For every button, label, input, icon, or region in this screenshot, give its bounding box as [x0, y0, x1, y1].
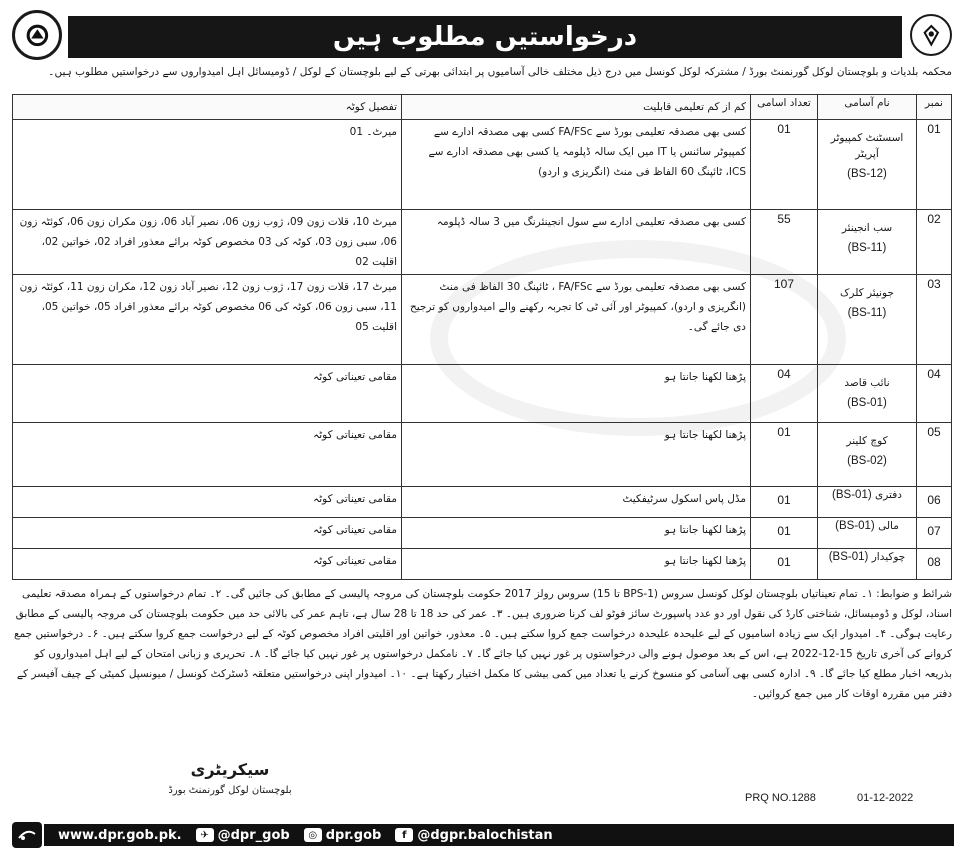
department-seal-icon — [12, 10, 62, 60]
header-post-name: نام آسامی — [818, 95, 917, 120]
row-post-count: 01 — [751, 487, 818, 518]
signature-subtitle: بلوچستان لوکل گورنمنٹ بورڈ — [168, 785, 292, 796]
footer-twitter[interactable] — [196, 828, 290, 843]
twitter-handle[interactable]: @dpr_gob — [217, 827, 290, 843]
balochistan-govt-emblem-icon — [910, 14, 952, 56]
row-quota: مقامی تعیناتی کوٹہ — [13, 487, 402, 518]
row-quota: مقامی تعیناتی کوٹہ — [13, 549, 402, 580]
twitter-icon: ✈ — [196, 828, 214, 842]
signature-block — [130, 760, 330, 796]
row-post-count: 107 — [751, 275, 818, 365]
footer-facebook[interactable] — [395, 828, 552, 843]
instagram-icon: ◎ — [304, 828, 322, 842]
row-serial: 05 — [917, 423, 952, 487]
row-post-name — [818, 210, 917, 275]
post-name-text: کوچ کلینر — [846, 435, 888, 447]
footer-instagram[interactable] — [304, 828, 382, 843]
footer-bar — [44, 824, 954, 846]
footer-website[interactable] — [58, 828, 182, 843]
post-grade: (BS-11) — [847, 307, 887, 319]
post-grade: (BS-01) — [835, 520, 875, 532]
row-serial: 02 — [917, 210, 952, 275]
row-quota: مقامی تعیناتی کوٹہ — [13, 365, 402, 423]
terms-and-conditions: شرائط و ضوابط: ۱۔ تمام تعیناتیاں بلوچستان لوکل کونسل سروس (BPS-1 تا 15) سروس رولز 2017 حکومت بلوچستان کی مروجہ پالیسی کے مطابق کی جائیں گی۔ ۲۔ تمام درخواستوں کے ہمراہ مصدقہ تعلیمی اسناد، لوکل و ڈومیسائل، شناختی کارڈ کی نقول اور دو عدد پاسپورٹ سائز فوٹو لف کرنا ضروری ہیں۔ ۳۔ عمر کی حد 18 تا 28 سال ہے، تاہم عمر کی بالائی حد میں حکومت بلوچستان کی مروجہ پالیسی کے مطابق رعایت ہوگی۔ ۴۔ امیدوار ایک سے زیادہ اسامیوں کے لیے علیحدہ علیحدہ درخواست جمع کروا سکتے ہیں۔ ۵۔ معذور، خواتین اور اقلیتی افراد مخصوص کوٹہ کے لیے درخواست جمع کروا سکتے ہیں۔ ۶۔ درخواستیں جمع کروانے کی آخری تاریخ 15-12-2022 ہے، اس کے بعد موصول ہونے والی درخواستوں پر غور نہیں کیا جائے گا۔ ۷۔ نامکمل درخواستوں پر غور نہیں کیا جائے گا۔ ۸۔ تحریری و زبانی امتحان کے لیے اہل امیدواروں کو بذریعہ اخبار مطلع کیا جائے گا۔ ۹۔ ادارہ کسی بھی آسامی کو منسوخ کرنے یا تعداد میں کمی بیشی کا مکمل اختیار رکھتا ہے۔ ۱۰۔ امیدوار اپنی درخواستیں متعلقہ ڈسٹرکٹ کونسل / میونسپل کمیٹی کے چیف آفیسر کے دفتر میں مقررہ اوقات کار میں جمع کروائیں۔ — [13, 588, 952, 700]
facebook-handle[interactable]: @dgpr.balochistan — [417, 827, 553, 843]
prq-date: 01-12-2022 — [856, 792, 914, 804]
post-name-text: مالی — [878, 520, 899, 532]
prq-number: PRQ NO.1288 — [745, 792, 816, 804]
row-serial: 01 — [917, 120, 952, 210]
post-grade: (BS-01) — [847, 397, 887, 409]
intro-text: محکمہ بلدیات و بلوچستان لوکل گورنمنٹ بورڈ / مشترکہ لوکل کونسل میں درج ذیل مختلف خالی آسامیوں پر ابتدائی بھرتی کے لیے بلوچستان کے لوکل / ڈومیسائل اہل امیدواروں سے درخواستیں مطلوب ہیں۔ — [48, 66, 952, 78]
post-grade: (BS-11) — [847, 242, 887, 254]
row-post-count: 01 — [751, 549, 818, 580]
row-post-count: 01 — [751, 120, 818, 210]
row-quota: میرٹ۔ 01 — [13, 120, 402, 210]
vacancies-table — [12, 94, 952, 580]
row-post-count: 55 — [751, 210, 818, 275]
row-serial: 06 — [917, 487, 952, 518]
table-header-row — [13, 95, 952, 120]
instagram-handle[interactable]: dpr.gob — [325, 827, 382, 843]
row-post-count: 01 — [751, 518, 818, 549]
row-qualification: کسی بھی مصدقہ تعلیمی بورڈ سے FA/FSc کسی بھی مصدقہ ادارے سے کمپیوٹر سائنس یا IT میں ایک سالہ ڈپلومہ یا کسی بھی مصدقہ ادارے سے ICS، ٹائپنگ 60 الفاظ فی منٹ (انگریزی و اردو) — [402, 120, 751, 210]
row-post-name — [818, 423, 917, 487]
post-grade: (BS-01) — [828, 551, 869, 563]
post-name-text: چوکیدار — [871, 551, 906, 563]
row-post-name — [818, 518, 917, 549]
post-name-text: نائب قاصد — [844, 377, 890, 389]
table-row — [13, 518, 952, 549]
header-serial: نمبر — [917, 95, 952, 120]
row-post-name — [818, 487, 917, 518]
table-row — [13, 487, 952, 518]
row-post-count: 01 — [751, 423, 818, 487]
page-title: درخواستیں مطلوب ہیں — [68, 16, 902, 58]
signature-title: سیکریٹری — [190, 760, 270, 779]
row-qualification: پڑھنا لکھنا جانتا ہو — [402, 549, 751, 580]
row-post-name — [818, 549, 917, 580]
facebook-icon: f — [395, 828, 413, 842]
table-row — [13, 423, 952, 487]
table-row — [13, 275, 952, 365]
post-name-text: دفتری — [875, 489, 902, 501]
row-serial: 04 — [917, 365, 952, 423]
table-row — [13, 120, 952, 210]
row-qualification: مڈل پاس اسکول سرٹیفکیٹ — [402, 487, 751, 518]
header-post-count: تعداد اسامی — [751, 95, 818, 120]
post-grade: (BS-12) — [847, 168, 887, 180]
table-row — [13, 210, 952, 275]
prq-line — [745, 792, 913, 804]
header-qualification: کم از کم تعلیمی قابلیت — [402, 95, 751, 120]
row-post-name — [818, 365, 917, 423]
row-quota: مقامی تعیناتی کوٹہ — [13, 518, 402, 549]
row-qualification: پڑھنا لکھنا جانتا ہو — [402, 423, 751, 487]
post-name-text: جونیئر کلرک — [840, 287, 894, 299]
row-quota: میرٹ 17، قلات زون 17، ژوب زون 12، نصیر آباد زون 12، مکران زون 11، کوئٹہ زون 11، سبی زون 06، کوٹہ کی 06 مخصوص کوٹہ برائے معذور افراد 05، خواتین 05، اقلیت 05 — [13, 275, 402, 365]
row-quota: مقامی تعیناتی کوٹہ — [13, 423, 402, 487]
row-serial: 03 — [917, 275, 952, 365]
row-serial: 08 — [917, 549, 952, 580]
table-row — [13, 365, 952, 423]
row-post-name — [818, 120, 917, 210]
post-name-text: اسسٹنٹ کمپیوٹر آپریٹر — [830, 132, 904, 160]
website-text[interactable]: www.dpr.gob.pk. — [58, 827, 182, 843]
table-row — [13, 549, 952, 580]
row-qualification: پڑھنا لکھنا جانتا ہو — [402, 518, 751, 549]
row-post-count: 04 — [751, 365, 818, 423]
row-qualification: کسی بھی مصدقہ تعلیمی بورڈ سے FA/FSc ، ٹائپنگ 30 الفاظ فی منٹ (انگریزی و اردو)، کمپیوٹر اور آئی ٹی کا تجربہ رکھنے والے امیدواروں کو ترجیح دی جائے گی۔ — [402, 275, 751, 365]
row-qualification: کسی بھی مصدقہ تعلیمی ادارے سے سول انجینئرنگ میں 3 سالہ ڈپلومہ — [402, 210, 751, 275]
row-quota: میرٹ 10، قلات زون 09، ژوب زون 06، نصیر آباد 06، زون مکران زون 06، کوئٹہ زون 06، سبی زون 03، کوٹہ کی 03 مخصوص کوٹہ برائے معذور افراد 02، خواتین 02، اقلیت 02 — [13, 210, 402, 275]
header-quota: تفصیل کوٹہ — [13, 95, 402, 120]
row-serial: 07 — [917, 518, 952, 549]
post-name-text: سب انجینئر — [841, 222, 893, 234]
advertisement-header — [12, 10, 952, 62]
row-post-name — [818, 275, 917, 365]
row-qualification: پڑھنا لکھنا جانتا ہو — [402, 365, 751, 423]
post-grade: (BS-02) — [847, 455, 887, 467]
dpr-logo-icon — [12, 822, 42, 848]
post-grade: (BS-01) — [832, 489, 872, 501]
